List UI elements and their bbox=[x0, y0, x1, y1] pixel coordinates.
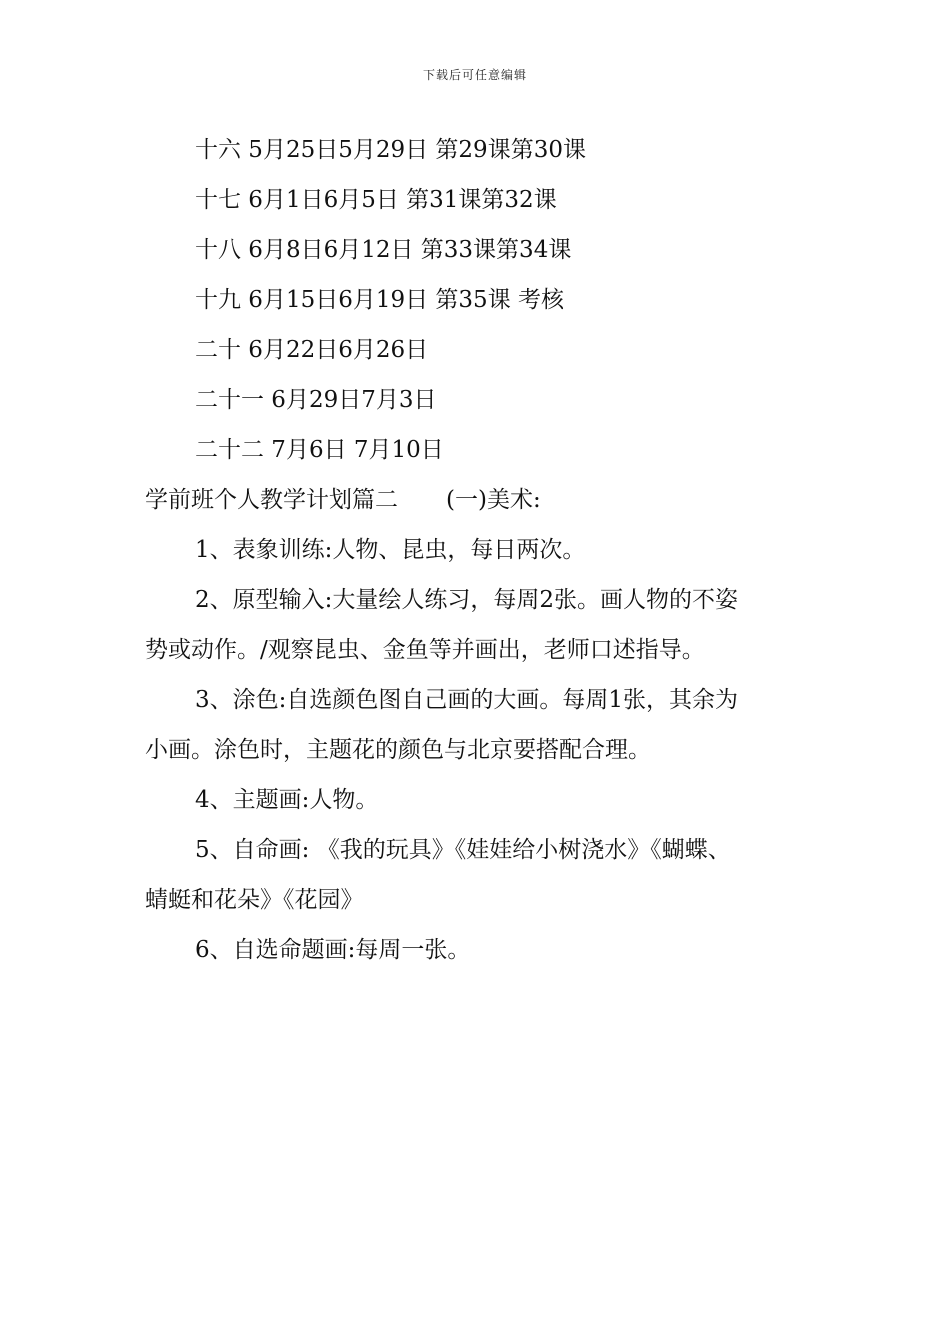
plan-item: 2、原型输入:大量绘人练习，每周2张。画人物的不姿 bbox=[195, 587, 739, 613]
page-header-note: 下载后可任意编辑 bbox=[422, 68, 527, 82]
plan-item-continuation: 蜻蜓和花朵》《花园》 bbox=[145, 887, 364, 913]
plan-item: 3、涂色:自选颜色图自己画的大画。每周1张，其余为 bbox=[195, 687, 739, 713]
plan-item: 5、自命画: 《我的玩具》《娃娃给小树浇水》《蝴蝶、 bbox=[195, 837, 731, 863]
section-heading bbox=[145, 475, 835, 525]
document-body bbox=[145, 125, 835, 975]
plan-item-continuation: 势或动作。/观察昆虫、金鱼等并画出，老师口述指导。 bbox=[145, 637, 705, 663]
schedule-row: 十六 5月25日5月29日 第29课第30课 bbox=[195, 137, 586, 163]
heading-spacer bbox=[398, 475, 446, 525]
plan-item: 4、主题画:人物。 bbox=[195, 787, 379, 813]
section-title: 学前班个人教学计划篇二 bbox=[145, 487, 398, 513]
section-subtitle: (一)美术: bbox=[446, 487, 541, 513]
plan-item: 6、自选命题画:每周一张。 bbox=[195, 937, 471, 963]
schedule-row: 二十 6月22日6月26日 bbox=[195, 337, 429, 363]
schedule-row: 十八 6月8日6月12日 第33课第34课 bbox=[195, 237, 572, 263]
plan-item-continuation: 小画。涂色时，主题花的颜色与北京要搭配合理。 bbox=[145, 737, 651, 763]
schedule-row: 二十一 6月29日7月3日 bbox=[195, 387, 437, 413]
schedule-row: 十七 6月1日6月5日 第31课第32课 bbox=[195, 187, 557, 213]
schedule-row: 二十二 7月6日 7月10日 bbox=[195, 437, 444, 463]
plan-item: 1、表象训练:人物、昆虫，每日两次。 bbox=[195, 537, 586, 563]
schedule-row: 十九 6月15日6月19日 第35课 考核 bbox=[195, 287, 564, 313]
